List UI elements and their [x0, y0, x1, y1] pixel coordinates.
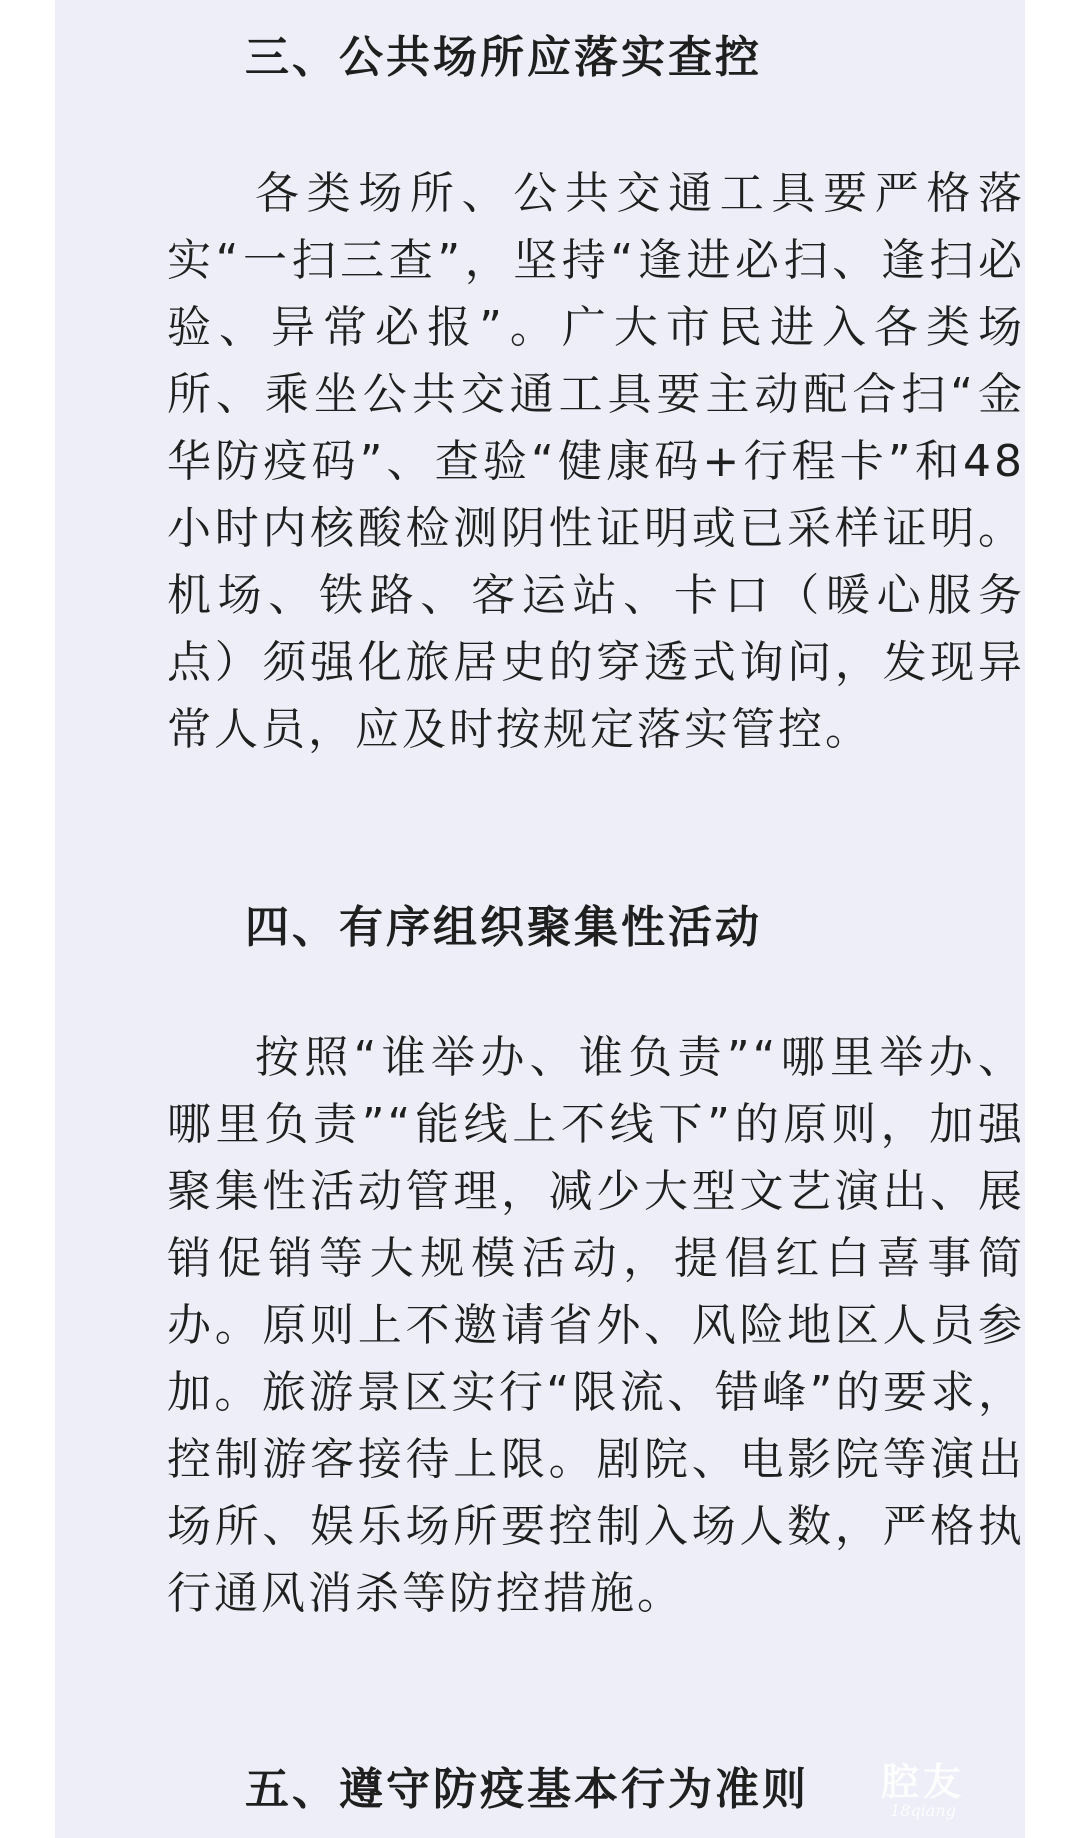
watermark-logo — [880, 1759, 965, 1820]
section-heading-gatherings: 四、有序组织聚集性活动 — [245, 902, 762, 953]
watermark-main-text: 腔友 — [880, 1759, 965, 1804]
section-heading-public-places: 三、公共场所应落实查控 — [245, 32, 762, 83]
document-page — [55, 0, 1025, 1838]
section-heading-code-of-conduct: 五、遵守防疫基本行为准则 — [245, 1764, 809, 1815]
section-paragraph-gatherings: 按照“谁举办、谁负责”“哪里举办、哪里负责”“能线上不线下”的原则，加强聚集性活动管理，减少大型文艺演出、展销促销等大规模活动，提倡红白喜事简办。原则上不邀请省外、风险地区人员参加。旅游景区实行“限流、错峰”的要求，控制游客接待上限。剧院、电影院等演出场所、娱乐场所要控制入场人数，严格执行通风消杀等防控措施。 — [167, 1032, 1025, 1619]
section-paragraph-public-places: 各类场所、公共交通工具要严格落实“一扫三查”，坚持“逢进必扫、逢扫必验、异常必报”。广大市民进入各类场所、乘坐公共交通工具要主动配合扫“金华防疫码”、查验“健康码+行程卡”和48小时内核酸检测阴性证明或已采样证明。机场、铁路、客运站、卡口（暖心服务点）须强化旅居史的穿透式询问，发现异常人员，应及时按规定落实管控。 — [167, 168, 1025, 755]
watermark-sub-text: 18qiang — [890, 1801, 956, 1820]
